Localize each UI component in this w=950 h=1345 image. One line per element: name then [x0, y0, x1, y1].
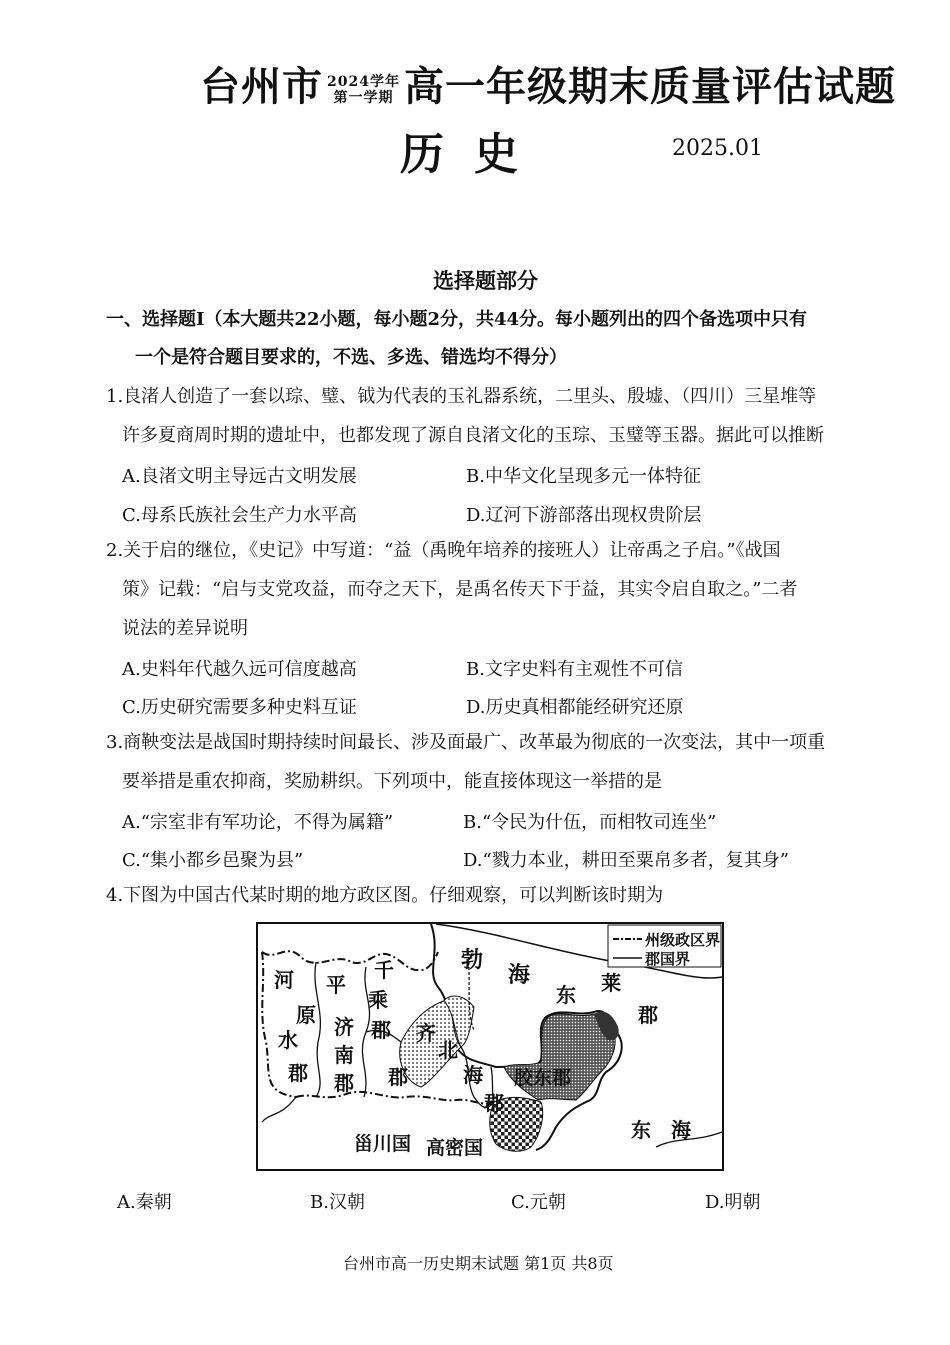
q4-option-d: D.明朝: [705, 1192, 761, 1213]
q4-option-a: A.秦朝: [117, 1192, 172, 1213]
q1-option-b: B.中华文化呈现多元一体特征: [466, 466, 701, 487]
subject-title: 历史: [400, 129, 548, 180]
map-label-hai-beihai: 海: [463, 1063, 483, 1087]
map-label-gaomi: 高密国: [426, 1137, 484, 1159]
map-label-dong-donglai: 东: [556, 983, 576, 1007]
map-label-jun-qi: 郡: [388, 1065, 408, 1089]
map-label-pingyuan-1: 平: [326, 973, 346, 997]
q3-line1: 3.商鞅变法是战国时期持续时间最长、涉及面最广、改革最为彻底的一次变法，其中一项重: [106, 732, 826, 753]
map-label-jun-donglai: 郡: [638, 1003, 658, 1027]
title-city: 台州市: [200, 63, 323, 110]
map-label-bei: 北: [438, 1038, 458, 1062]
q2-option-a: A.史料年代越久远可信度越高: [122, 659, 357, 680]
page-footer: 台州市高一历史期末试题 第1页 共8页: [343, 1254, 614, 1273]
q4-option-b: B.汉朝: [310, 1192, 365, 1213]
q3-option-b: B.“令民为什伍，而相牧司连坐”: [463, 812, 717, 833]
q1-option-d: D.辽河下游部落出现权贵阶层: [466, 505, 702, 526]
map-label-pingyuan-2: 原: [296, 1003, 316, 1027]
map-label-jun-heshui: 郡: [288, 1061, 308, 1085]
q2-option-c: C.历史研究需要多种史料互证: [122, 697, 357, 718]
administrative-map: [256, 922, 724, 1172]
q2-line1: 2.关于启的继位，《史记》中写道：“益（禹晚年培养的接班人）让帝禹之子启。”《战国: [106, 540, 781, 561]
q2-option-d: D.历史真相都能经研究还原: [466, 697, 684, 718]
q2-option-b: B.文字史料有主观性不可信: [466, 659, 683, 680]
part1-line2: 一个是符合题目要求的，不选、多选、错选均不得分）: [135, 347, 567, 368]
map-label-zichuan: 甾川国: [354, 1133, 412, 1155]
map-label-qian: 千: [374, 958, 394, 982]
map-label-nan: 南: [334, 1043, 354, 1067]
q2-line3: 说法的差异说明: [122, 618, 248, 639]
q1-option-a: A.良渚文明主导远古文明发展: [122, 466, 357, 487]
q3-option-c: C.“集小都乡邑聚为县”: [122, 850, 304, 871]
q4-option-c: C.元朝: [511, 1192, 566, 1213]
title-year: 2024学年: [327, 74, 400, 90]
title-semester: 第一学期: [333, 90, 394, 106]
title-term: [327, 74, 400, 106]
q3-line2: 要举措是重农抑商，奖励耕织。下列项中，能直接体现这一举措的是: [122, 771, 662, 792]
q4-line1: 4.下图为中国古代某时期的地方政区图。仔细观察，可以判断该时期为: [106, 885, 664, 906]
exam-date: 2025.01: [672, 136, 763, 161]
map-label-he: 河: [274, 968, 294, 992]
q3-option-d: D.“戮力本业，耕田至粟帛多者，复其身”: [463, 850, 789, 871]
title-exam-name: 高一年级期末质量评估试题: [403, 63, 896, 110]
q1-line1: 1.良渚人创造了一套以琮、璧、钺为代表的玉礼器系统，二里头、殷墟、（四川）三星堆等: [106, 386, 817, 407]
legend-state-label: 州级政区界: [645, 931, 721, 949]
legend-commandery-label: 郡国界: [645, 950, 691, 968]
map-label-shui: 水: [278, 1028, 298, 1052]
map-label-jun-beihai: 郡: [484, 1091, 504, 1115]
exam-title: [200, 55, 896, 112]
map-label-bohai-1: 勃: [461, 947, 484, 973]
map-label-jun-jinan: 郡: [334, 1071, 354, 1095]
q3-option-a: A.“宗室非有军功论，不得为属籍”: [122, 812, 394, 833]
map-label-ji: 济: [334, 1015, 354, 1039]
map-label-qi: 齐: [416, 1021, 436, 1045]
map-label-lai: 莱: [601, 971, 621, 995]
map-label-bohai-2: 海: [508, 962, 531, 988]
q1-option-c: C.母系氏族社会生产力水平高: [122, 505, 357, 526]
section-title: 选择题部分: [433, 268, 538, 293]
part1-line1: 一、选择题Ⅰ（本大题共22小题，每小题2分，共44分。每小题列出的四个备选项中只有: [106, 309, 808, 330]
q1-line2: 许多夏商周时期的遗址中，也都发现了源自良渚文化的玉琮、玉璧等玉器。据此可以推断: [122, 425, 824, 446]
q2-line2: 策》记载：“启与支党攻益，而夺之天下，是禹名传天下于益，其实令启自取之。”二者: [122, 579, 798, 600]
map-label-jun-qiancheng: 郡: [371, 1018, 391, 1042]
map-label-jiaodong: 胶东郡: [514, 1067, 572, 1089]
map-label-cheng: 乘: [368, 988, 388, 1012]
map-label-donghai: 东 海: [631, 1118, 691, 1142]
